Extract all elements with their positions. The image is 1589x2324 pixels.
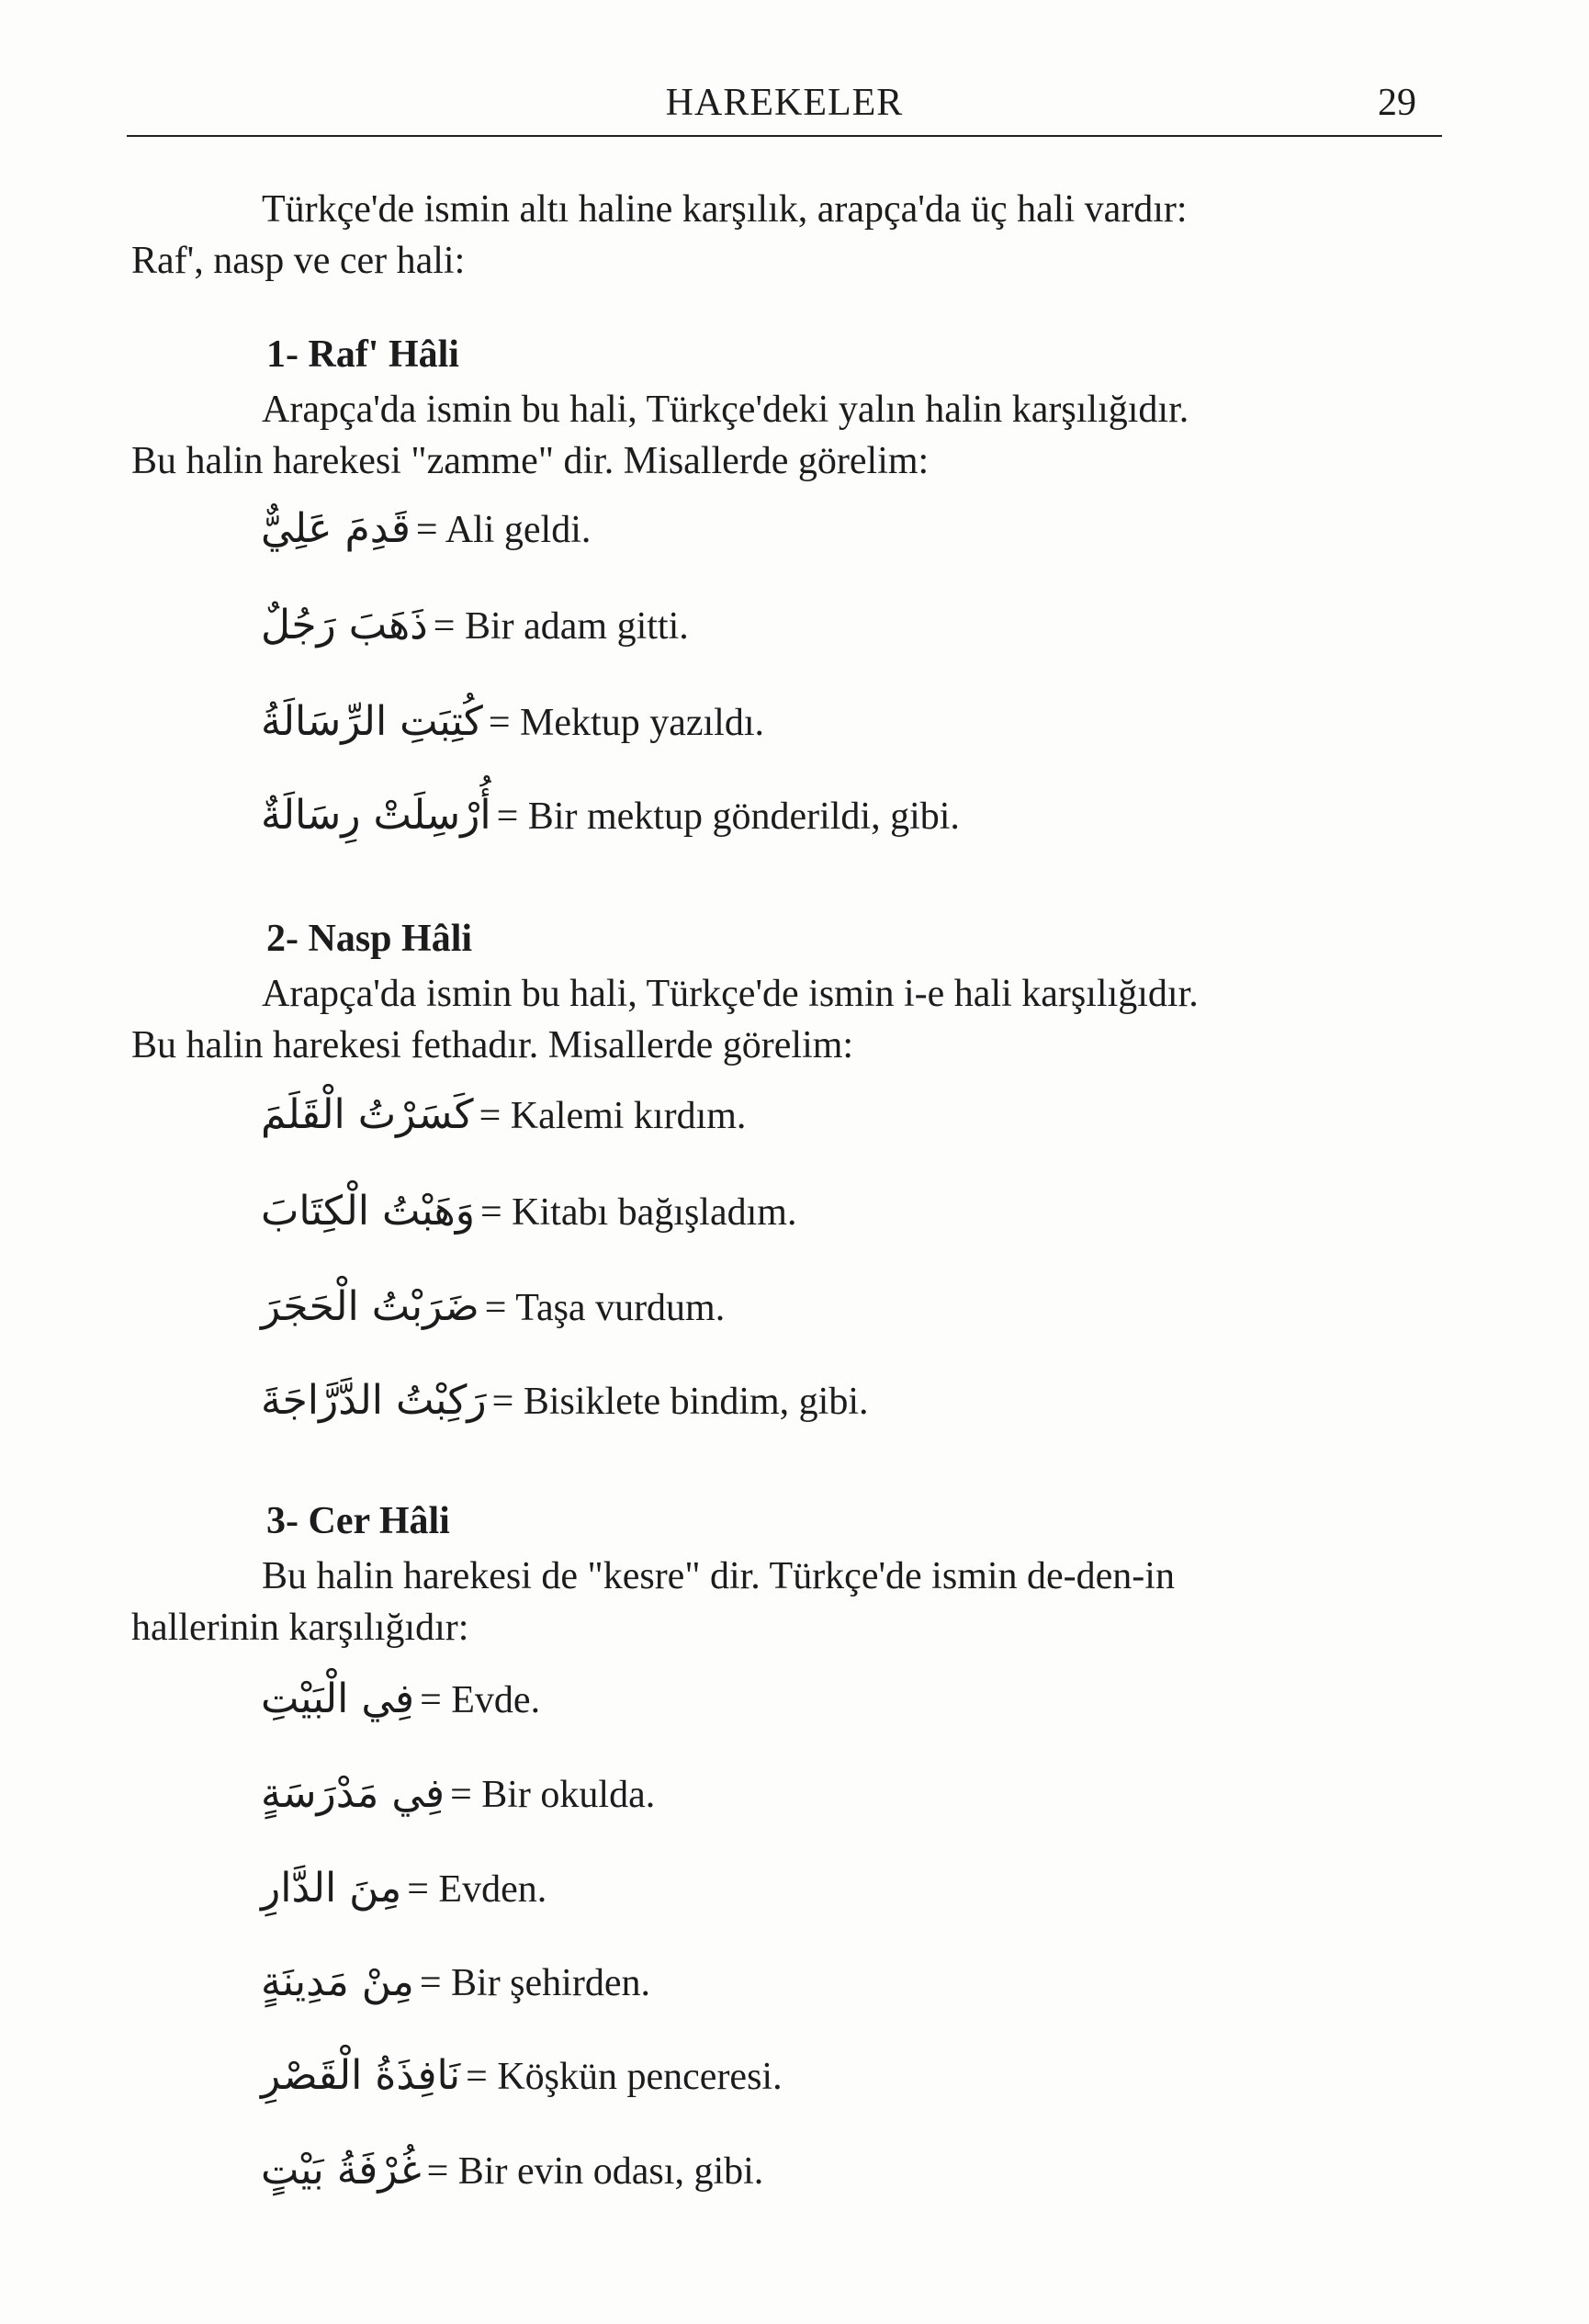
intro-line-1: Türkçe'de ismin altı haline karşılık, arapça'da üç hali vardır: — [262, 188, 1188, 231]
example-item — [261, 1949, 650, 2015]
translation: = Bisiklete bindim, gibi. — [491, 1381, 869, 1423]
example-item — [261, 1368, 869, 1434]
example-item — [261, 1761, 655, 1827]
arabic-phrase: نَافِذَةُ الْقَصْرِ — [261, 2052, 461, 2099]
section-2-line-1: Arapça'da ismin bu hali, Türkçe'de ismin i-e hali karşılığıdır. — [262, 973, 1199, 1015]
translation: = Bir evin odası, gibi. — [426, 2150, 764, 2193]
example-item — [261, 1179, 796, 1245]
running-header — [127, 77, 1442, 132]
example-item — [261, 689, 764, 755]
translation: = Ali geldi. — [415, 509, 592, 551]
translation: = Bir okulda. — [450, 1774, 656, 1816]
translation: = Evde. — [420, 1679, 541, 1721]
chapter-title: HAREKELER — [665, 82, 904, 124]
section-2-paragraph — [131, 968, 1439, 1071]
section-1-paragraph — [131, 384, 1439, 487]
translation: = Kitabı bağışladım. — [479, 1191, 797, 1234]
example-item — [261, 2138, 763, 2204]
section-2-line-2: Bu halin harekesi fethadır. Misallerde görelim: — [131, 1024, 854, 1066]
arabic-phrase: ذَهَبَ رَجُلٌ — [261, 602, 428, 649]
intro-paragraph — [131, 184, 1439, 287]
arabic-phrase: غُرْفَةُ بَيْتٍ — [261, 2147, 422, 2194]
translation: = Mektup yazıldı. — [488, 702, 765, 744]
translation: = Köşkün penceresi. — [466, 2056, 783, 2098]
arabic-phrase: وَهَبْتُ الْكِتَابَ — [261, 1188, 475, 1235]
section-1-line-2: Bu halin harekesi "zamme" dir. Misallerde görelim: — [131, 440, 930, 482]
section-1-heading: 1- Raf' Hâli — [266, 333, 459, 376]
example-item — [261, 1082, 746, 1148]
arabic-phrase: فِي مَدْرَسَةٍ — [261, 1770, 445, 1817]
arabic-phrase: مِنْ مَدِينَةٍ — [261, 1958, 414, 2005]
translation: = Bir adam gitti. — [433, 605, 689, 648]
arabic-phrase: كَسَرْتُ الْقَلَمَ — [261, 1091, 474, 1138]
arabic-phrase: مِنَ الدَّارِ — [261, 1865, 402, 1912]
translation: = Bir mektup gönderildi, gibi. — [496, 795, 960, 838]
section-3-line-1: Bu halin harekesi de "kesre" dir. Türkçe'de ismin de-den-in — [262, 1555, 1175, 1597]
translation: = Bir şehirden. — [419, 1962, 650, 2004]
example-item — [261, 592, 689, 659]
arabic-phrase: أُرْسِلَتْ رِسَالَةٌ — [261, 792, 491, 839]
section-3-paragraph — [131, 1551, 1439, 1653]
arabic-phrase: قَدِمَ عَلِيٌّ — [261, 505, 411, 552]
example-item — [261, 1274, 725, 1340]
header-rule — [127, 135, 1442, 137]
intro-line-2: Raf', nasp ve cer hali: — [131, 240, 466, 282]
section-1-line-1: Arapça'da ismin bu hali, Türkçe'deki yalın halin karşılığıdır. — [262, 389, 1189, 431]
arabic-phrase: رَكِبْتُ الدَّرَّاجَةَ — [261, 1377, 487, 1424]
example-item — [261, 2043, 783, 2109]
section-2-heading: 2- Nasp Hâli — [266, 918, 473, 960]
example-item — [261, 1666, 540, 1732]
page-number: 29 — [1378, 82, 1416, 124]
example-item — [261, 783, 960, 849]
section-3-line-2: hallerinin karşılığıdır: — [131, 1607, 469, 1649]
translation: = Kalemi kırdım. — [479, 1095, 747, 1137]
section-3-heading: 3- Cer Hâli — [266, 1500, 450, 1542]
translation: = Evden. — [407, 1868, 547, 1911]
arabic-phrase: ضَرَبْتُ الْحَجَرَ — [261, 1283, 479, 1330]
arabic-phrase: فِي الْبَيْتِ — [261, 1675, 415, 1722]
translation: = Taşa vurdum. — [484, 1287, 726, 1329]
arabic-phrase: كُتِبَتِ الرِّسَالَةُ — [261, 698, 483, 745]
example-item — [261, 496, 591, 562]
example-item — [261, 1856, 547, 1922]
